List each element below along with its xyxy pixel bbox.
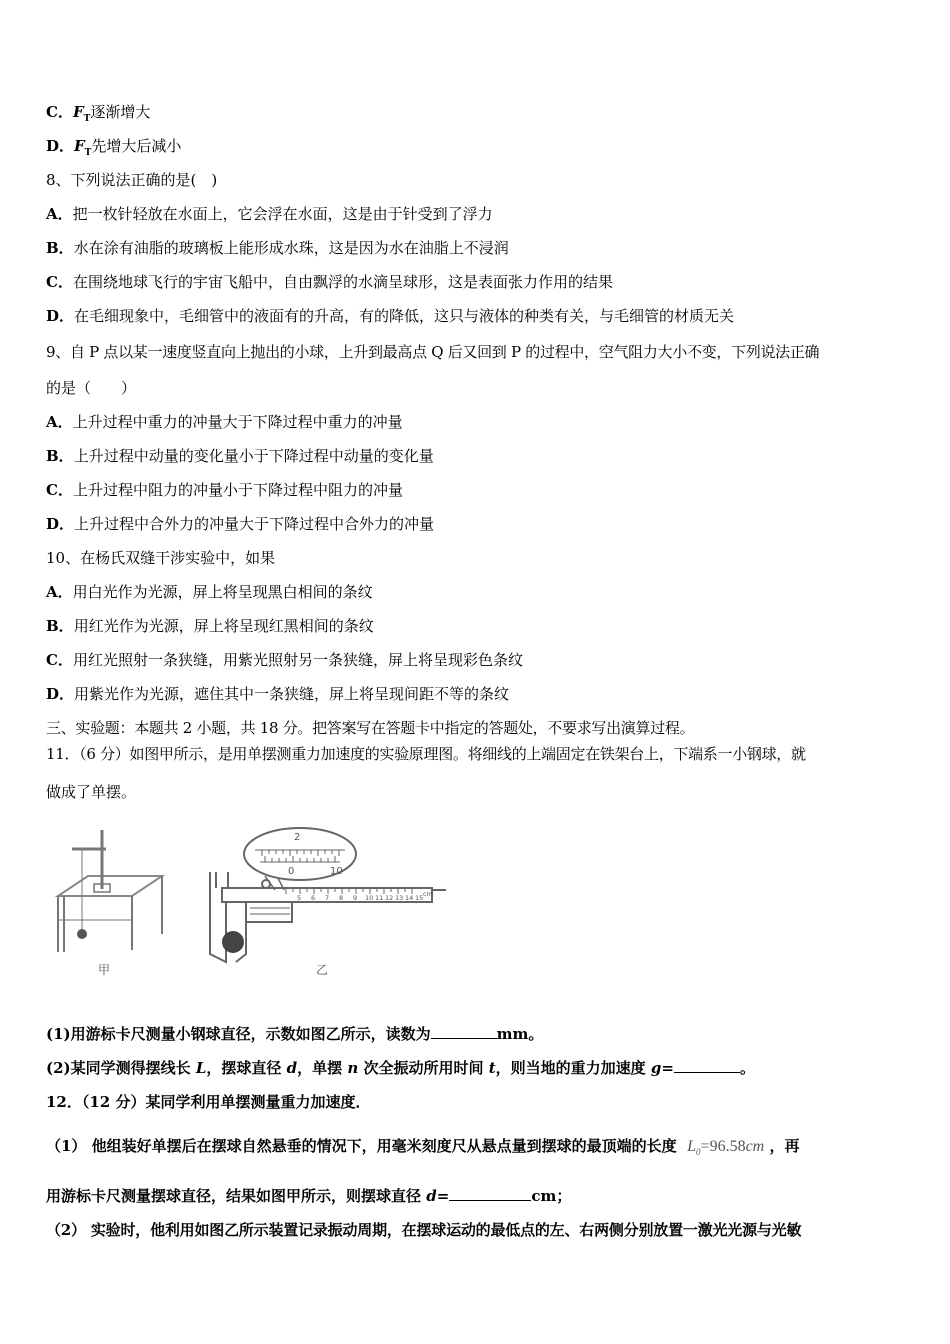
q11-figure <box>50 824 460 984</box>
q10-option-d: D．用紫光作为光源，遮住其中一条狭缝，屏上将呈现间距不等的条纹 <box>46 685 510 703</box>
q9-option-c: C．上升过程中阻力的冲量小于下降过程中阻力的冲量 <box>46 481 403 499</box>
q11-part1: (1)用游标卡尺测量小钢球直径，示数如图乙所示，读数为 mm。 <box>46 1025 544 1043</box>
q11-answer-blank-2[interactable] <box>674 1058 740 1073</box>
q12-answer-blank-1[interactable] <box>449 1186 531 1201</box>
scale-number: 7 <box>325 894 330 902</box>
q12-part1-line2: 用游标卡尺测量摆球直径，结果如图甲所示，则摆球直径 d= cm； <box>46 1187 572 1205</box>
pendulum-bob-icon <box>77 929 87 939</box>
q9-option-d: D．上升过程中合外力的冲量大于下降过程中合外力的冲量 <box>46 515 435 533</box>
q8-stem: 8、下列说法正确的是( ) <box>46 171 218 189</box>
magnifier-label-ten: 10 <box>330 866 343 877</box>
magnifier-label-zero: 0 <box>288 866 295 877</box>
scale-number: 11 <box>375 894 384 902</box>
scale-number: 8 <box>339 894 344 902</box>
scale-number: 15 <box>415 894 424 902</box>
q12-part2-line1: （2） 实验时，他利用如图乙所示装置记录振动周期，在摆球运动的最低点的左、右两侧分别放置一激光光源与光敏 <box>46 1221 802 1239</box>
q11-part2: (2)某同学测得摆线长 L，摆球直径 d，单摆 n 次全振动所用时间 t，则当地的重力加速度 g= 。 <box>46 1059 755 1077</box>
q10-stem: 10、在杨氏双缝干涉实验中，如果 <box>46 549 276 567</box>
q8-option-c: C．在围绕地球飞行的宇宙飞船中，自由飘浮的水滴呈球形，这是表面张力作用的结果 <box>46 273 613 291</box>
q11-answer-blank-1[interactable] <box>431 1024 497 1039</box>
pendulum-apparatus-diagram <box>58 830 162 952</box>
q8-option-b: B．水在涂有油脂的玻璃板上能形成水珠，这是因为水在油脂上不浸润 <box>46 239 509 257</box>
section3-heading: 三、实验题：本题共 2 小题，共 18 分。把答案写在答题卡中指定的答题处，不要求写出演算过程。 <box>46 719 695 737</box>
q9-option-a: A．上升过程中重力的冲量大于下降过程中重力的冲量 <box>46 413 403 431</box>
steel-ball-icon <box>222 931 244 953</box>
q11-stem-line1: 11．（6 分）如图甲所示，是用单摆测重力加速度的实验原理图。将细线的上端固定在铁架台上，下端系一小钢球，就 <box>46 745 806 763</box>
scale-number: 6 <box>311 894 316 902</box>
q9-option-b: B．上升过程中动量的变化量小于下降过程中动量的变化量 <box>46 447 434 465</box>
q10-option-a: A．用白光作为光源，屏上将呈现黑白相间的条纹 <box>46 583 373 601</box>
q9-stem-line1: 9、自 P 点以某一速度竖直向上抛出的小球，上升到最高点 Q 后又回到 P 的过程中，空气阻力大小不变，下列说法正确 <box>46 343 820 361</box>
q11-stem-line2: 做成了单摆。 <box>46 783 137 801</box>
q12-part1-line1: （1） 他组装好单摆后在摆球自然悬垂的情况下，用毫米刻度尺从悬点量到摆球的最顶端的长度 $L_0=96.58cm$ ，再 <box>46 1137 800 1158</box>
scale-number: 10 <box>365 894 374 902</box>
q8-option-a: A．把一枚针轻放在水面上，它会浮在水面，这是由于针受到了浮力 <box>46 205 493 223</box>
scale-number: 14 <box>405 894 414 902</box>
q7-option-d: D．$F_T$先增大后减小 <box>46 137 182 158</box>
scale-number: 12 <box>385 894 394 902</box>
q9-stem-line2: 的是（ ） <box>46 379 137 397</box>
figure-label-b: 乙 <box>316 963 329 977</box>
lock-screw-icon <box>262 880 270 888</box>
magnifier-label-top: 2 <box>294 832 301 843</box>
scale-number: 9 <box>353 894 358 902</box>
q7-option-c: C．$F_T$逐渐增大 <box>46 103 151 124</box>
q10-option-c: C．用红光照射一条狭缝，用紫光照射另一条狭缝，屏上将呈现彩色条纹 <box>46 651 523 669</box>
scale-unit: cm <box>423 890 433 898</box>
length-formula: $L_0=96.58cm$ <box>687 1138 765 1158</box>
q10-option-b: B．用红光作为光源，屏上将呈现红黑相间的条纹 <box>46 617 374 635</box>
scale-number: 13 <box>395 894 404 902</box>
figure-label-a: 甲 <box>98 963 111 977</box>
scale-number: 5 <box>297 894 302 902</box>
q12-stem: 12．（12 分）某同学利用单摆测量重力加速度． <box>46 1093 371 1111</box>
q8-option-d: D．在毛细现象中，毛细管中的液面有的升高，有的降低，这只与液体的种类有关，与毛细管的材质无关 <box>46 307 735 325</box>
